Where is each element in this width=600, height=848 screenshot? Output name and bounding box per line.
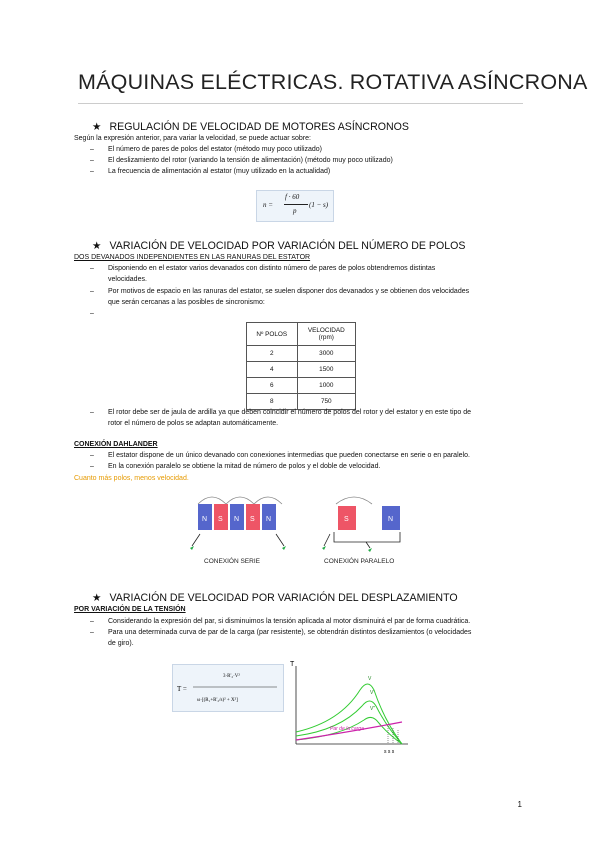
- section1-bullet: – El deslizamiento del rotor (variando la tensión de alimentación) (método muy poco utilizado): [90, 157, 393, 164]
- section2-heading: ★ VARIACIÓN DE VELOCIDAD POR VARIACIÓN DEL NÚMERO DE POLOS: [92, 240, 466, 252]
- paralelo-label: CONEXIÓN PARALELO: [324, 558, 395, 565]
- svg-text:T =: T =: [177, 685, 187, 693]
- dahlander-note: Cuanto más polos, menos velocidad.: [74, 475, 189, 482]
- section2-subheading: DOS DEVANADOS INDEPENDIENTES EN LAS RANURAS DEL ESTATOR: [74, 254, 311, 261]
- serie-label: CONEXIÓN SERIE: [204, 558, 260, 565]
- table-row: 4 1500: [247, 362, 356, 378]
- section2-bullet-cont: que serán cercanas a las posibles de sincronismo:: [108, 299, 265, 306]
- table-row: 8 750: [247, 394, 356, 410]
- section2-bullet-cont: velocidades.: [108, 276, 147, 283]
- pole-label: S: [344, 516, 349, 523]
- speed-formula: n = f · 60 p (1 − s): [256, 190, 334, 222]
- section3-bullet: – Considerando la expresión del par, si disminuimos la tensión aplicada al motor disminuirá el par de forma cuadrática.: [90, 618, 471, 625]
- curve-label: V': [370, 690, 375, 696]
- x-axis-ticks: s s s: [384, 749, 395, 755]
- pole-label: N: [234, 516, 240, 523]
- star-icon: ★: [92, 240, 102, 252]
- section1-heading: ★ REGULACIÓN DE VELOCIDAD DE MOTORES ASÍNCRONOS: [92, 121, 409, 133]
- torque-formula: [172, 664, 284, 712]
- section1-bullet: – La frecuencia de alimentación al estator (muy utilizado en la actualidad): [90, 168, 331, 175]
- pole-label: N: [266, 516, 272, 523]
- section2-bullet: – Por motivos de espacio en las ranuras del estator, se suelen disponer dos devanados y se obtienen dos velocidades: [90, 288, 470, 295]
- curve-label: V: [368, 676, 372, 682]
- star-icon: ★: [92, 121, 102, 133]
- section3-bullet-cont: de giro).: [108, 640, 134, 647]
- table-header: VELOCIDAD (rpm): [297, 323, 355, 346]
- star-icon: ★: [92, 592, 102, 604]
- pole-label: S: [218, 516, 223, 523]
- title-divider: [78, 103, 523, 104]
- load-curve-label: Par de la carga: [330, 726, 364, 732]
- dahlander-bullet: – El estator dispone de un único devanado con conexiones intermedias que pueden conectarse en serie o en paralelo.: [90, 452, 470, 459]
- section2-bullet-cont: rotor el número de polos se adaptan automáticamente.: [108, 420, 279, 427]
- torque-slip-graph: [290, 660, 412, 760]
- table-row: 6 1000: [247, 378, 356, 394]
- dahlander-diagram: [186, 490, 416, 566]
- table-row: 2 3000: [247, 346, 356, 362]
- pole-label: N: [388, 516, 394, 523]
- section2-bullet: – Disponiendo en el estator varios devanados con distinto número de pares de polos obtendremos distintas: [90, 265, 436, 272]
- poles-speed-table: [246, 322, 356, 410]
- svg-text:3·R'₂·V²: 3·R'₂·V²: [223, 674, 240, 679]
- svg-text:ω·[(R₁+R'₂/s)² + X²]: ω·[(R₁+R'₂/s)² + X²]: [197, 698, 238, 703]
- page-title: MÁQUINAS ELÉCTRICAS. ROTATIVA ASÍNCRONA: [78, 70, 588, 94]
- curve-label: V'': [370, 706, 376, 712]
- pole-label: S: [250, 516, 255, 523]
- section3-heading: ★ VARIACIÓN DE VELOCIDAD POR VARIACIÓN DEL DESPLAZAMIENTO: [92, 592, 458, 604]
- pole-label: N: [202, 516, 208, 523]
- section3-bullet: – Para una determinada curva de par de la carga (par resistente), se obtendrán distintos deslizamientos (o velocidades: [90, 629, 472, 636]
- section1-bullet: – El número de pares de polos del estator (método muy poco utilizado): [90, 146, 323, 153]
- section3-subheading: POR VARIACIÓN DE LA TENSIÓN: [74, 606, 186, 613]
- table-header: Nº POLOS: [247, 323, 298, 346]
- dahlander-heading: CONEXIÓN DAHLANDER: [74, 441, 158, 448]
- page-number: 1: [517, 800, 522, 809]
- dahlander-bullet: – En la conexión paralelo se obtiene la mitad de número de polos y el doble de velocidad.: [90, 463, 381, 470]
- section2-bullet: – El rotor debe ser de jaula de ardilla ya que deben coincidir el número de polos del rotor y del estator y en este tipo de: [90, 409, 472, 416]
- y-axis-label: T: [290, 661, 295, 668]
- section1-intro: Según la expresión anterior, para variar la velocidad, se puede actuar sobre:: [74, 135, 311, 142]
